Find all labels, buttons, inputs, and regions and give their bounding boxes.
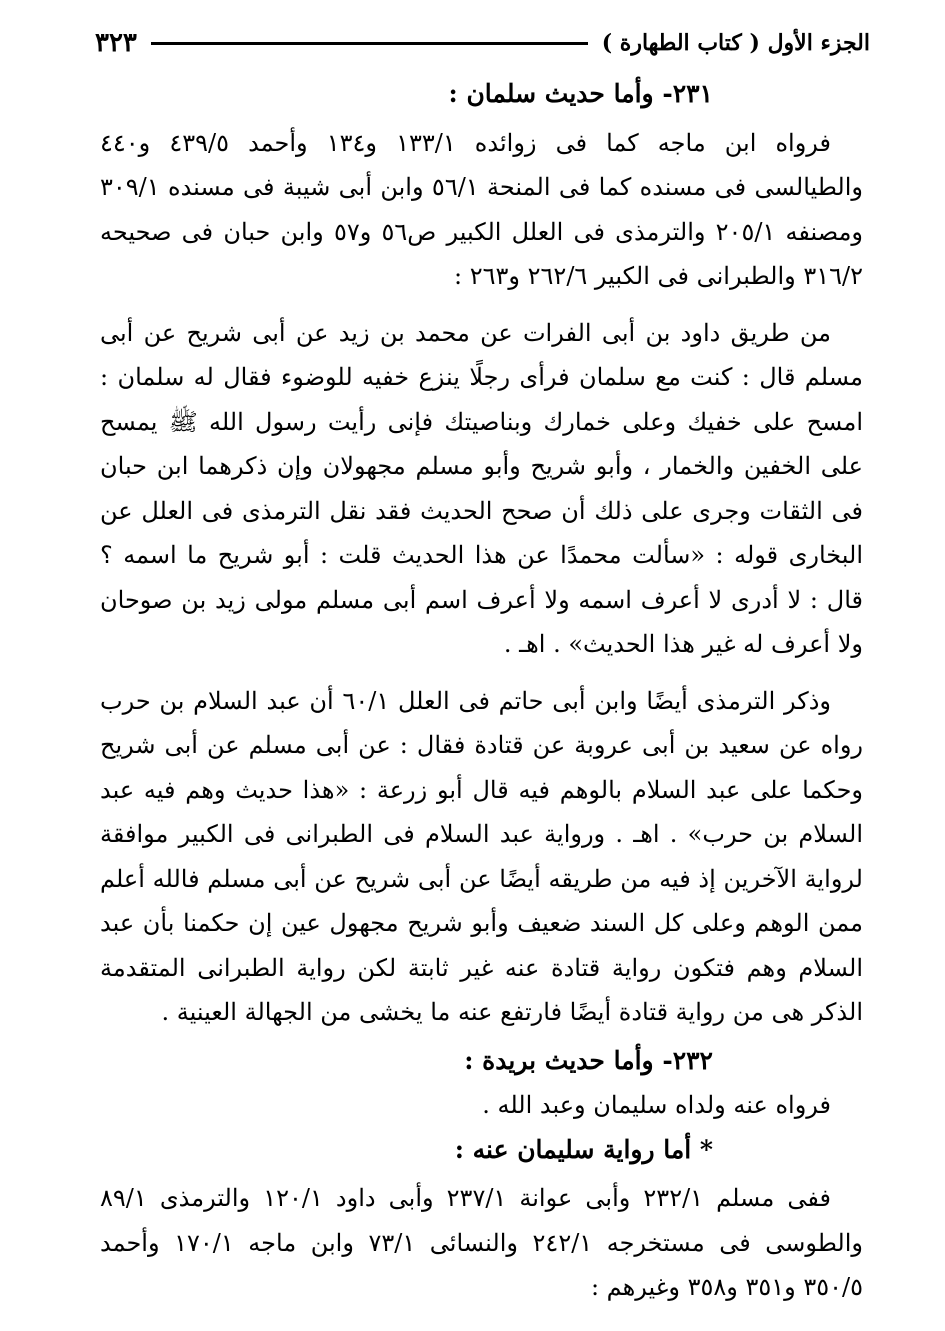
page-number: ٣٢٣: [95, 28, 137, 58]
paragraph-5: ففى مسلم ٢٣٢/١ وأبى عوانة ٢٣٧/١ وأبى داود ١٢٠/١ والترمذى ٨٩/١ والطوسى فى مستخرجه ٢٤٢/١ والنسائى ٧٣/١ وابن ماجه ١٧٠/١ وأحمد ٣٥٠/٥ و٣٥١ و٣٥٨ وغيرهم :: [100, 1184, 863, 1301]
page-header: [95, 26, 870, 60]
paragraph-1: فرواه ابن ماجه كما فى زوائده ١٣٣/١ و١٣٤ وأحمد ٤٣٩/٥ و٤٤٠ والطيالسى فى مسنده كما فى المنحة ٥٦/١ وابن أبى شيبة فى مسنده ٣٠٩/١ ومصنفه ٢٠٥/١ والترمذى فى العلل الكبير ص٥٦ و٥٧ وابن حبان فى صحيحه ٣١٦/٢ والطبرانى فى الكبير ٢٦٢/٦ و٢٦٣ :: [100, 128, 864, 290]
heading-232: ٢٣٢- وأما حديث بريدة :: [464, 1045, 713, 1075]
page-body: [100, 72, 863, 1310]
heading-suleiman: [100, 1128, 863, 1173]
running-title: الجزء الأول ( كتاب الطهارة ): [601, 30, 870, 56]
paragraph-2: من طريق داود بن أبى الفرات عن محمد بن زيد عن أبى شريح عن أبى مسلم قال : كنت مع سلمان فرأى رجلًا ينزع خفيه للوضوء فقال له سلمان : امسح على خفيك وعلى خمارك وبناصيتك فإنى رأيت رسول الله ﷺ يمسح على الخفين والخمار ، وأبو شريح وأبو مسلم مجهولان وإن ذكرهما ابن حبان فى الثقات وجرى على ذلك أن صحح الحديث فقد نقل الترمذى فى العلل عن البخارى قوله : «سألت محمدًا عن هذا الحديث قلت : أبو شريح ما اسمه ؟ قال : لا أدرى لا أعرف اسمه ولا أعرف اسم أبى مسلم مولى زيد بن صوحان ولا أعرف له غير هذا الحديث» . اهـ .: [100, 318, 863, 658]
spacer: [100, 667, 863, 679]
spacer: [100, 299, 863, 311]
heading-suleiman-text: أما رواية سليمان عنه :: [454, 1134, 692, 1164]
paragraph-3: وذكر الترمذى أيضًا وابن أبى حاتم فى العلل ٦٠/١ أن عبد السلام بن حرب رواه عن سعيد بن أبى عروبة عن قتادة فقال : عن أبى مسلم عن أبى شريح وحكما على عبد السلام بالوهم فيه قال أبو زرعة : «هذا حديث وهم فيه عبد السلام بن حرب» . اهـ . ورواية عبد السلام فى الطبرانى فى الكبير موافقة لرواية الآخرين إذ فيه من طريقه أيضًا عن أبى شريح عن أبى مسلم فالله أعلم ممن الوهم وعلى كل السند ضعيف وأبو شريح مجهول عين إن حكمنا بأن عبد السلام وهم فتكون رواية قتادة عنه غير ثابتة لكن رواية الطبرانى المتقدمة الذكر هى من رواية قتادة أيضًا فارتفع عنه ما يخشى من الجهالة العينية .: [100, 686, 863, 1026]
star-bullet: *: [699, 1134, 713, 1164]
paragraph-4: فرواه عنه ولداه سليمان وعبد الله .: [482, 1091, 831, 1119]
heading-231: ٢٣١- وأما حديث سلمان :: [448, 79, 713, 108]
header-rule: [151, 42, 588, 45]
